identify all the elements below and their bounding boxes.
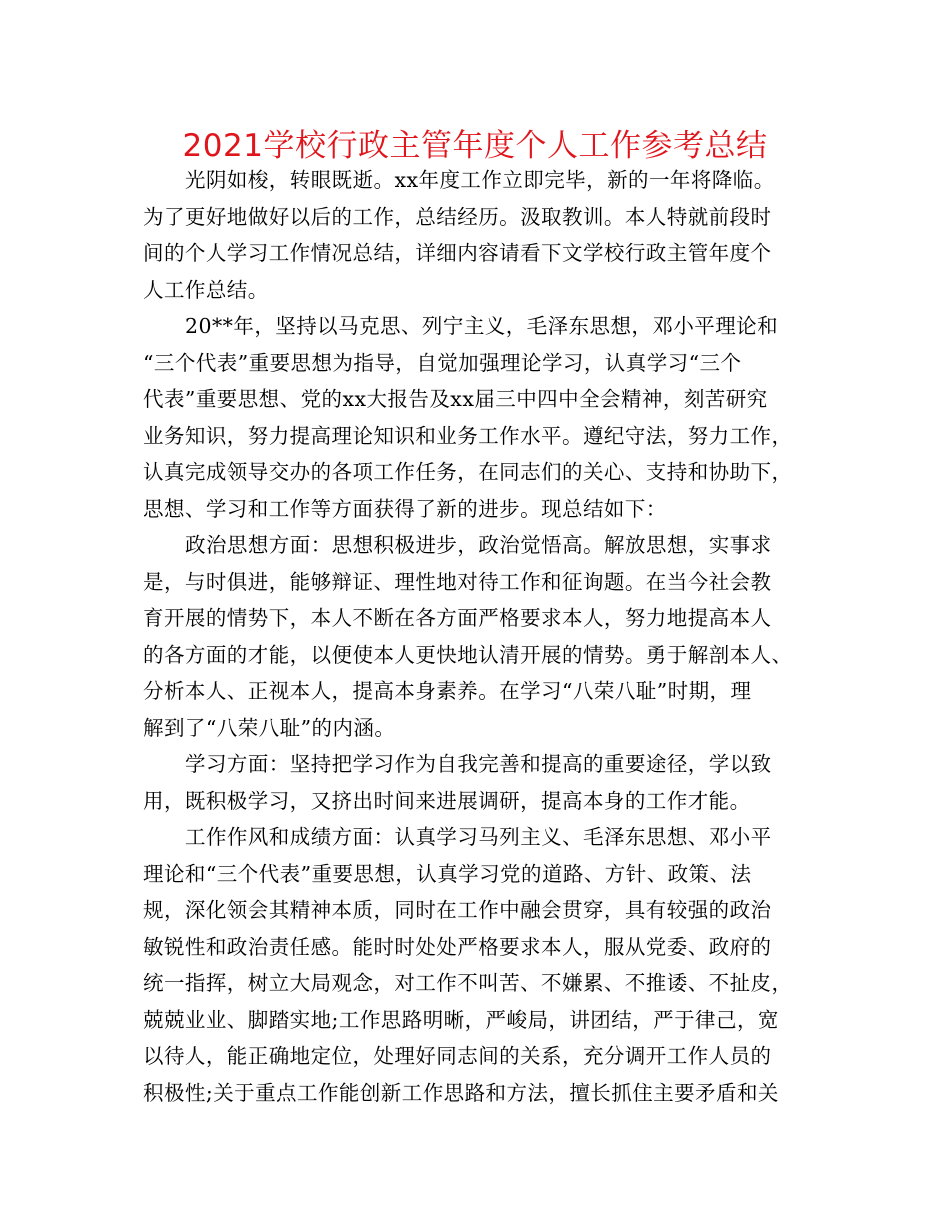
paragraph-line: 20**年，坚持以马克思、列宁主义，毛泽东思想，邓小平理论和 <box>185 314 779 338</box>
paragraph-line: 敏锐性和政治责任感。能时时处处严格要求本人，服从党委、政府的 <box>143 934 772 959</box>
paragraph-line: 解到了“八荣八耻”的内涵。 <box>143 715 396 740</box>
paragraph-line: “三个代表”重要思想为指导，自觉加强理论学习，认真学习“三个 <box>143 350 742 375</box>
document-title: 2021学校行政主管年度个人工作参考总结 <box>182 128 768 164</box>
paragraph-line: 政治思想方面：思想积极进步，政治觉悟高。解放思想，实事求 <box>185 533 772 557</box>
paragraph-line: 统一指挥，树立大局观念，对工作不叫苦、不嫌累、不推诿、不扯皮， <box>143 971 793 995</box>
paragraph-line: 认真完成领导交办的各项工作任务，在同志们的关心、支持和协助下， <box>143 460 793 484</box>
paragraph-line: 是，与时俱进，能够辩证、理性地对待工作和征询题。在当今社会教 <box>143 569 772 594</box>
paragraph-line: 理论和“三个代表”重要思想，认真学习党的道路、方针、政策、法 <box>143 861 752 886</box>
document-body <box>143 162 823 1111</box>
paragraph-line: 的各方面的才能，以便使本人更快地认清开展的情势。勇于解剖本人、 <box>143 642 793 667</box>
paragraph-line: 光阴如梭，转眼既逝。xx年度工作立即完毕，新的一年将降临。 <box>185 168 775 192</box>
paragraph-line: 业务知识，努力提高理论知识和业务工作水平。遵纪守法，努力工作， <box>143 423 793 448</box>
paragraph-line: 积极性;关于重点工作能创新工作思路和方法，擅长抓住主要矛盾和关 <box>143 1080 779 1105</box>
paragraph-line: 学习方面：坚持把学习作为自我完善和提高的重要途径，学以致 <box>185 752 772 776</box>
paragraph-line: 代表”重要思想、党的xx大报告及xx届三中四中全会精神，刻苦研究 <box>143 387 768 411</box>
paragraph-line: 为了更好地做好以后的工作，总结经历。汲取教训。本人特就前段时 <box>143 204 772 229</box>
paragraph-line: 以待人，能正确地定位，处理好同志间的关系，充分调开工作人员的 <box>143 1044 772 1068</box>
paragraph-line: 工作作风和成绩方面：认真学习马列主义、毛泽东思想、邓小平 <box>185 825 772 849</box>
paragraph-line: 兢兢业业、脚踏实地;工作思路明晰，严峻局，讲团结，严于律己，宽 <box>143 1007 779 1032</box>
paragraph-line: 规，深化领会其精神本质，同时在工作中融会贯穿，具有较强的政治 <box>143 898 772 922</box>
paragraph-line: 人工作总结。 <box>143 277 269 302</box>
paragraph-line: 用，既积极学习，又挤出时间来进展调研，提高本身的工作才能。 <box>143 788 751 813</box>
paragraph-line: 思想、学习和工作等方面获得了新的进步。现总结如下： <box>143 496 667 521</box>
paragraph-line: 分析本人、正视本人，提高本身素养。在学习“八荣八耻”时期，理 <box>143 679 752 703</box>
paragraph-line: 育开展的情势下，本人不断在各方面严格要求本人，努力地提高本人 <box>143 606 772 630</box>
paragraph-line: 间的个人学习工作情况总结，详细内容请看下文学校行政主管年度个 <box>143 241 772 265</box>
